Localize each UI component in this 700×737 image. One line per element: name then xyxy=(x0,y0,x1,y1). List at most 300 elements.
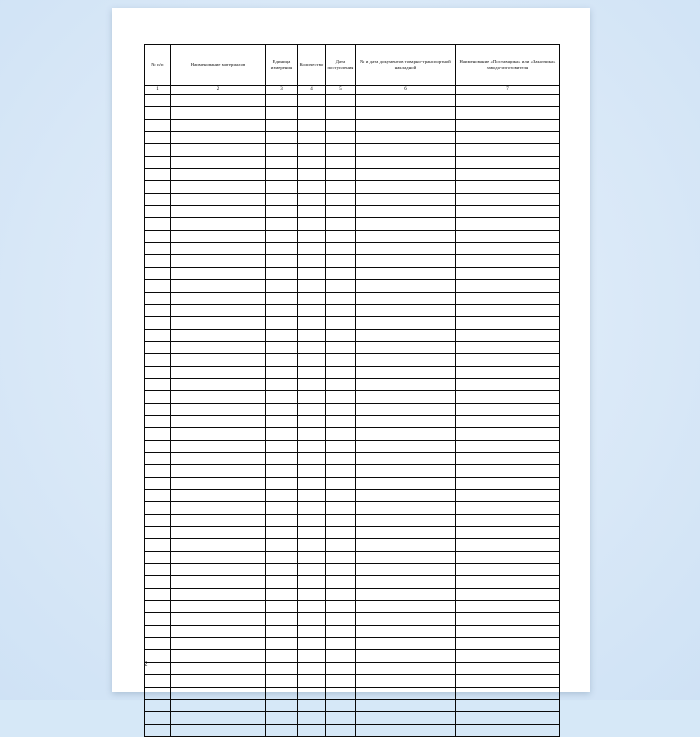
table-cell xyxy=(298,452,326,464)
table-cell xyxy=(171,687,266,699)
header-cell-quantity: Количество xyxy=(298,45,326,86)
table-row xyxy=(145,724,560,736)
table-cell xyxy=(266,712,298,724)
table-cell xyxy=(266,613,298,625)
table-cell xyxy=(326,354,356,366)
table-cell xyxy=(266,650,298,662)
table-cell xyxy=(326,378,356,390)
table-cell xyxy=(266,638,298,650)
table-cell xyxy=(266,514,298,526)
table-cell xyxy=(326,267,356,279)
table-cell xyxy=(326,539,356,551)
table-cell xyxy=(298,638,326,650)
table-row xyxy=(145,576,560,588)
table-cell xyxy=(171,156,266,168)
table-cell xyxy=(298,378,326,390)
table-cell xyxy=(456,724,560,736)
table-cell xyxy=(171,119,266,131)
table-cell xyxy=(456,317,560,329)
table-cell xyxy=(298,613,326,625)
table-cell xyxy=(298,601,326,613)
table-cell xyxy=(298,564,326,576)
table-cell xyxy=(326,650,356,662)
table-cell xyxy=(145,712,171,724)
table-cell xyxy=(171,95,266,107)
table-row xyxy=(145,280,560,292)
table-cell xyxy=(356,193,456,205)
table-cell xyxy=(171,440,266,452)
table-body xyxy=(145,95,560,737)
table-cell xyxy=(456,514,560,526)
table-cell xyxy=(456,218,560,230)
table-row xyxy=(145,95,560,107)
table-row xyxy=(145,650,560,662)
table-cell xyxy=(326,415,356,427)
table-cell xyxy=(298,465,326,477)
table-cell xyxy=(145,206,171,218)
table-row xyxy=(145,144,560,156)
table-cell xyxy=(298,724,326,736)
table-cell xyxy=(356,724,456,736)
table-cell xyxy=(456,341,560,353)
table-cell xyxy=(266,391,298,403)
table-cell xyxy=(326,132,356,144)
table-row xyxy=(145,403,560,415)
table-row xyxy=(145,613,560,625)
table-cell xyxy=(456,675,560,687)
table-cell xyxy=(298,687,326,699)
table-cell xyxy=(298,341,326,353)
table-cell xyxy=(456,329,560,341)
table-cell xyxy=(145,218,171,230)
table-cell xyxy=(356,280,456,292)
table-cell xyxy=(326,255,356,267)
table-cell xyxy=(171,576,266,588)
table-cell xyxy=(298,440,326,452)
table-cell xyxy=(456,107,560,119)
table-cell xyxy=(298,181,326,193)
table-cell xyxy=(171,724,266,736)
table-cell xyxy=(266,477,298,489)
table-cell xyxy=(298,144,326,156)
table-cell xyxy=(456,206,560,218)
table-cell xyxy=(266,341,298,353)
table-cell xyxy=(326,428,356,440)
table-cell xyxy=(356,169,456,181)
table-cell xyxy=(298,107,326,119)
table-row xyxy=(145,181,560,193)
table-cell xyxy=(171,329,266,341)
table-cell xyxy=(171,280,266,292)
table-row xyxy=(145,391,560,403)
table-cell xyxy=(266,181,298,193)
table-row xyxy=(145,354,560,366)
table-cell xyxy=(145,613,171,625)
table-row xyxy=(145,267,560,279)
table-cell xyxy=(326,613,356,625)
table-cell xyxy=(456,354,560,366)
table-cell xyxy=(266,132,298,144)
table-cell xyxy=(266,366,298,378)
materials-register-table xyxy=(144,44,560,737)
table-cell xyxy=(266,601,298,613)
table-cell xyxy=(145,452,171,464)
table-cell xyxy=(356,564,456,576)
table-cell xyxy=(326,304,356,316)
table-cell xyxy=(171,428,266,440)
table-cell xyxy=(266,354,298,366)
table-cell xyxy=(356,502,456,514)
table-row xyxy=(145,132,560,144)
table-cell xyxy=(145,539,171,551)
table-cell xyxy=(326,119,356,131)
table-cell xyxy=(356,440,456,452)
table-cell xyxy=(456,255,560,267)
table-cell xyxy=(326,502,356,514)
table-cell xyxy=(456,564,560,576)
table-cell xyxy=(356,267,456,279)
table-cell xyxy=(456,415,560,427)
table-row xyxy=(145,662,560,674)
table-cell xyxy=(298,477,326,489)
table-cell xyxy=(356,452,456,464)
table-cell xyxy=(326,465,356,477)
table-cell xyxy=(356,181,456,193)
table-cell xyxy=(298,206,326,218)
table-cell xyxy=(266,440,298,452)
table-cell xyxy=(171,712,266,724)
table-cell xyxy=(326,181,356,193)
table-cell xyxy=(456,181,560,193)
table-cell xyxy=(356,465,456,477)
table-cell xyxy=(145,181,171,193)
table-cell xyxy=(326,564,356,576)
column-number-6: 6 xyxy=(356,86,456,95)
table-cell xyxy=(456,428,560,440)
table-cell xyxy=(266,576,298,588)
table-cell xyxy=(266,699,298,711)
table-cell xyxy=(356,144,456,156)
table-cell xyxy=(356,378,456,390)
table-cell xyxy=(145,502,171,514)
table-cell xyxy=(266,403,298,415)
table-row xyxy=(145,440,560,452)
header-cell-material-name: Наименование материалов xyxy=(171,45,266,86)
table-cell xyxy=(356,527,456,539)
table-cell xyxy=(145,230,171,242)
table-cell xyxy=(266,280,298,292)
table-cell xyxy=(171,304,266,316)
table-cell xyxy=(145,304,171,316)
table-cell xyxy=(356,156,456,168)
table-cell xyxy=(298,218,326,230)
table-cell xyxy=(456,391,560,403)
table-cell xyxy=(145,329,171,341)
table-cell xyxy=(171,662,266,674)
table-cell xyxy=(456,576,560,588)
table-cell xyxy=(356,366,456,378)
table-cell xyxy=(298,662,326,674)
table-cell xyxy=(145,465,171,477)
table-cell xyxy=(266,304,298,316)
table-row xyxy=(145,366,560,378)
table-cell xyxy=(456,267,560,279)
column-number-7: 7 xyxy=(456,86,560,95)
table-cell xyxy=(298,132,326,144)
table-cell xyxy=(266,243,298,255)
table-cell xyxy=(171,391,266,403)
table-cell xyxy=(326,490,356,502)
column-number-5: 5 xyxy=(326,86,356,95)
table-cell xyxy=(266,452,298,464)
table-cell xyxy=(326,601,356,613)
table-cell xyxy=(298,699,326,711)
table-cell xyxy=(356,477,456,489)
table-row xyxy=(145,712,560,724)
table-cell xyxy=(171,317,266,329)
table-cell xyxy=(298,576,326,588)
table-row xyxy=(145,502,560,514)
table-cell xyxy=(356,243,456,255)
table-cell xyxy=(145,588,171,600)
table-cell xyxy=(356,403,456,415)
table-cell xyxy=(456,551,560,563)
table-cell xyxy=(356,551,456,563)
table-cell xyxy=(456,539,560,551)
table-cell xyxy=(356,218,456,230)
table-cell xyxy=(456,132,560,144)
table-cell xyxy=(171,144,266,156)
table-row xyxy=(145,638,560,650)
table-cell xyxy=(356,539,456,551)
header-cell-number: № п/п xyxy=(145,45,171,86)
table-cell xyxy=(356,650,456,662)
table-cell xyxy=(171,551,266,563)
table-cell xyxy=(456,243,560,255)
table-cell xyxy=(456,699,560,711)
table-cell xyxy=(266,415,298,427)
table-cell xyxy=(171,527,266,539)
table-cell xyxy=(171,613,266,625)
table-cell xyxy=(326,280,356,292)
table-cell xyxy=(456,601,560,613)
table-cell xyxy=(356,428,456,440)
table-cell xyxy=(326,329,356,341)
table-cell xyxy=(171,243,266,255)
table-row xyxy=(145,564,560,576)
table-cell xyxy=(326,107,356,119)
table-row xyxy=(145,329,560,341)
table-cell xyxy=(356,675,456,687)
table-row xyxy=(145,230,560,242)
table-cell xyxy=(356,490,456,502)
table-cell xyxy=(145,415,171,427)
table-cell xyxy=(326,341,356,353)
table-row xyxy=(145,588,560,600)
table-cell xyxy=(171,230,266,242)
table-cell xyxy=(145,650,171,662)
table-cell xyxy=(326,230,356,242)
table-cell xyxy=(145,428,171,440)
table-cell xyxy=(456,588,560,600)
table-cell xyxy=(145,95,171,107)
table-cell xyxy=(171,625,266,637)
table-cell xyxy=(456,502,560,514)
table-cell xyxy=(171,403,266,415)
table-cell xyxy=(145,144,171,156)
table-cell xyxy=(145,477,171,489)
table-row xyxy=(145,551,560,563)
table-cell xyxy=(298,193,326,205)
table-cell xyxy=(356,576,456,588)
table-cell xyxy=(171,502,266,514)
table-cell xyxy=(456,403,560,415)
table-cell xyxy=(266,267,298,279)
table-cell xyxy=(145,490,171,502)
column-number-1: 1 xyxy=(145,86,171,95)
table-cell xyxy=(145,366,171,378)
table-cell xyxy=(266,588,298,600)
table-cell xyxy=(356,255,456,267)
table-cell xyxy=(456,477,560,489)
table-cell xyxy=(356,132,456,144)
table-cell xyxy=(171,132,266,144)
table-cell xyxy=(326,366,356,378)
table-cell xyxy=(456,650,560,662)
table-cell xyxy=(266,687,298,699)
table-cell xyxy=(171,292,266,304)
table-cell xyxy=(171,514,266,526)
table-cell xyxy=(356,712,456,724)
table-cell xyxy=(356,687,456,699)
header-cell-unit: Единица измерения xyxy=(266,45,298,86)
table-row xyxy=(145,452,560,464)
table-cell xyxy=(145,564,171,576)
table-cell xyxy=(326,243,356,255)
table-row xyxy=(145,514,560,526)
table-cell xyxy=(145,255,171,267)
table-cell xyxy=(356,119,456,131)
table-cell xyxy=(326,440,356,452)
table-cell xyxy=(356,613,456,625)
table-cell xyxy=(145,551,171,563)
table-cell xyxy=(145,292,171,304)
table-cell xyxy=(171,255,266,267)
table-cell xyxy=(456,119,560,131)
table-cell xyxy=(456,156,560,168)
table-cell xyxy=(266,230,298,242)
table-cell xyxy=(145,638,171,650)
table-cell xyxy=(326,699,356,711)
table-cell xyxy=(266,95,298,107)
table-row xyxy=(145,539,560,551)
table-cell xyxy=(456,687,560,699)
header-cell-supplier: Наименование «Поставщика» или «Заказчика» завода-изготовителя xyxy=(456,45,560,86)
table-cell xyxy=(326,588,356,600)
table-cell xyxy=(145,576,171,588)
table-row xyxy=(145,156,560,168)
table-row xyxy=(145,255,560,267)
table-cell xyxy=(145,280,171,292)
table-cell xyxy=(171,169,266,181)
table-cell xyxy=(145,354,171,366)
table-cell xyxy=(298,243,326,255)
table-cell xyxy=(456,366,560,378)
table-cell xyxy=(456,452,560,464)
table-cell xyxy=(145,675,171,687)
header-row xyxy=(145,45,560,86)
table-cell xyxy=(356,699,456,711)
table-cell xyxy=(145,378,171,390)
table-cell xyxy=(326,527,356,539)
table-row xyxy=(145,169,560,181)
table-cell xyxy=(456,193,560,205)
column-number-row xyxy=(145,86,560,95)
table-cell xyxy=(456,490,560,502)
table-cell xyxy=(145,601,171,613)
table-cell xyxy=(171,477,266,489)
table-cell xyxy=(298,403,326,415)
table-cell xyxy=(298,527,326,539)
column-number-2: 2 xyxy=(171,86,266,95)
table-cell xyxy=(145,403,171,415)
table-cell xyxy=(145,699,171,711)
table-cell xyxy=(298,391,326,403)
table-cell xyxy=(266,465,298,477)
table-cell xyxy=(171,354,266,366)
table-cell xyxy=(356,625,456,637)
table-cell xyxy=(456,304,560,316)
table-row xyxy=(145,465,560,477)
table-cell xyxy=(266,119,298,131)
table-cell xyxy=(145,317,171,329)
table-cell xyxy=(171,490,266,502)
table-cell xyxy=(456,662,560,674)
header-cell-waybill: № и дата документов товарно-транспортной накладной xyxy=(356,45,456,86)
table-cell xyxy=(171,588,266,600)
document-sheet xyxy=(112,8,590,692)
table-cell xyxy=(145,267,171,279)
table-cell xyxy=(456,527,560,539)
table-cell xyxy=(298,366,326,378)
table-cell xyxy=(456,95,560,107)
table-cell xyxy=(356,415,456,427)
table-cell xyxy=(298,490,326,502)
column-number-3: 3 xyxy=(266,86,298,95)
table-cell xyxy=(171,539,266,551)
table-row xyxy=(145,687,560,699)
table-cell xyxy=(298,292,326,304)
table-cell xyxy=(326,156,356,168)
table-cell xyxy=(171,341,266,353)
table-cell xyxy=(266,564,298,576)
table-row xyxy=(145,490,560,502)
table-cell xyxy=(145,169,171,181)
table-cell xyxy=(356,391,456,403)
table-row xyxy=(145,119,560,131)
table-cell xyxy=(266,378,298,390)
table-cell xyxy=(266,193,298,205)
table-cell xyxy=(145,341,171,353)
table-cell xyxy=(145,625,171,637)
table-cell xyxy=(326,452,356,464)
table-cell xyxy=(326,514,356,526)
table-row xyxy=(145,107,560,119)
table-cell xyxy=(326,206,356,218)
table-cell xyxy=(266,724,298,736)
table-row xyxy=(145,625,560,637)
table-cell xyxy=(145,514,171,526)
